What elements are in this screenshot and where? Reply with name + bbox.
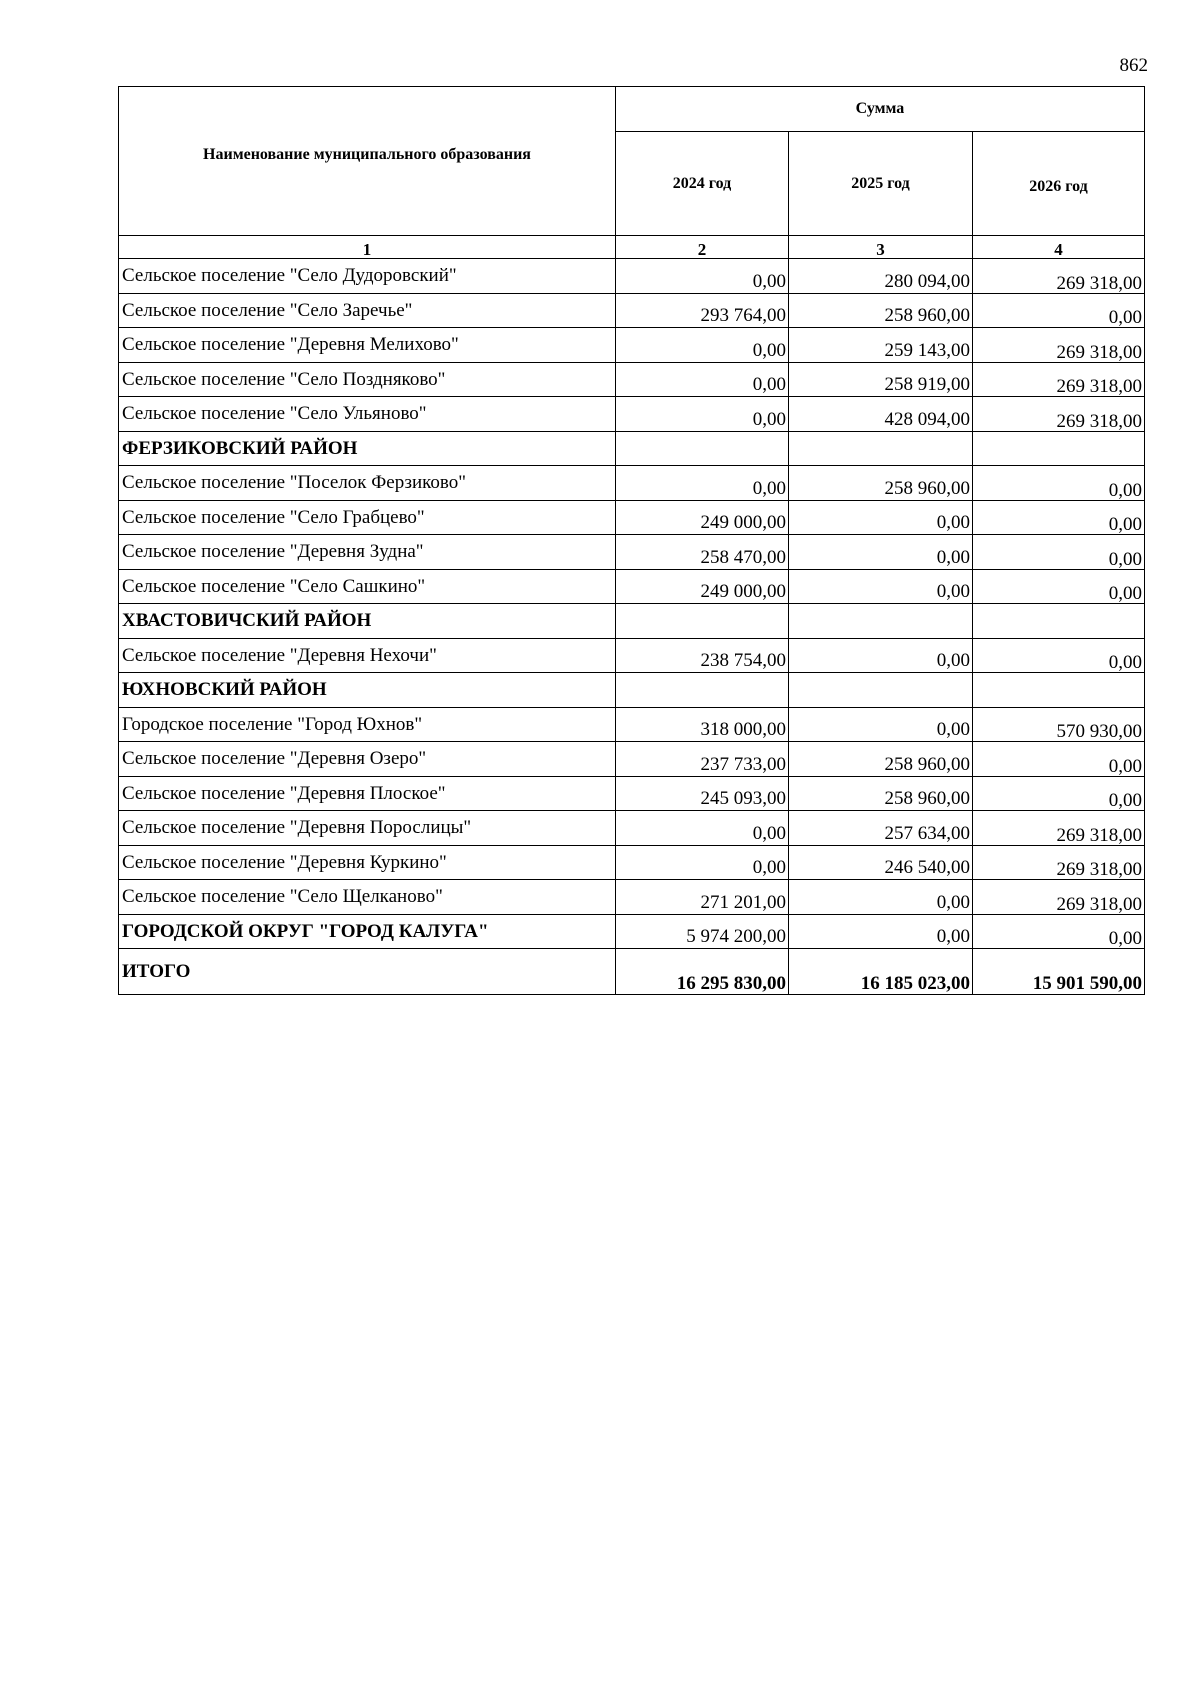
table-row [119,466,1145,501]
value-2025 [789,673,973,708]
value-2026: 0,00 [973,500,1145,535]
value-2024 [616,673,789,708]
value-2025: 246 540,00 [789,845,973,880]
value-2026: 0,00 [973,776,1145,811]
value-2025: 280 094,00 [789,259,973,294]
table-row [119,845,1145,880]
value-2025: 258 919,00 [789,362,973,397]
table-row [119,259,1145,294]
value-2024: 0,00 [616,397,789,432]
value-2025: 258 960,00 [789,776,973,811]
table-row [119,569,1145,604]
value-2026: 0,00 [973,569,1145,604]
value-2026 [973,431,1145,466]
value-2024: 249 000,00 [616,569,789,604]
section-row [119,431,1145,466]
municipality-name: Сельское поселение "Деревня Плоское" [119,776,616,811]
municipality-name: Сельское поселение "Деревня Мелихово" [119,328,616,363]
value-2025: 257 634,00 [789,811,973,846]
value-2024: 318 000,00 [616,707,789,742]
table-row [119,776,1145,811]
header-year-2026: 2026 год [973,132,1145,236]
value-2025: 0,00 [789,914,973,949]
header-sum: Сумма [616,87,1145,132]
value-2025 [789,604,973,639]
value-2025 [789,431,973,466]
table-row [119,293,1145,328]
value-2024: 271 201,00 [616,880,789,915]
value-2025: 258 960,00 [789,742,973,777]
municipality-name: Сельское поселение "Село Грабцево" [119,500,616,535]
value-2025: 428 094,00 [789,397,973,432]
value-2024: 0,00 [616,811,789,846]
value-2025: 259 143,00 [789,328,973,363]
municipality-name: Сельское поселение "Деревня Зудна" [119,535,616,570]
table-row [119,362,1145,397]
municipality-name: Сельское поселение "Село Дудоровский" [119,259,616,294]
municipality-name: Сельское поселение "Деревня Порослицы" [119,811,616,846]
value-2026: 0,00 [973,293,1145,328]
value-2025: 0,00 [789,880,973,915]
section-title: ФЕРЗИКОВСКИЙ РАЙОН [119,431,616,466]
value-2026: 570 930,00 [973,707,1145,742]
value-2024: 0,00 [616,466,789,501]
value-2026: 0,00 [973,466,1145,501]
column-number: 2 [616,236,789,259]
total-row [119,949,1145,995]
value-2026 [973,604,1145,639]
value-2024: 238 754,00 [616,638,789,673]
total-label: ИТОГО [119,949,616,995]
column-number-row [119,236,1145,259]
section-title: ЮХНОВСКИЙ РАЙОН [119,673,616,708]
value-2026: 0,00 [973,914,1145,949]
table-row [119,500,1145,535]
value-2026: 0,00 [973,742,1145,777]
value-2024: 0,00 [616,259,789,294]
value-2024: 258 470,00 [616,535,789,570]
table-row [119,880,1145,915]
value-2024: 0,00 [616,845,789,880]
value-2026: 269 318,00 [973,328,1145,363]
table-row [119,328,1145,363]
value-2025: 0,00 [789,638,973,673]
municipality-name: Городское поселение "Город Юхнов" [119,707,616,742]
value-2026: 269 318,00 [973,811,1145,846]
table-row [119,397,1145,432]
municipality-name: Сельское поселение "Деревня Нехочи" [119,638,616,673]
table-row [119,707,1145,742]
value-2026: 0,00 [973,638,1145,673]
value-2024 [616,431,789,466]
page-number: 862 [1119,55,1148,76]
total-2026: 15 901 590,00 [973,949,1145,995]
municipality-name: Сельское поселение "Деревня Озеро" [119,742,616,777]
value-2025: 0,00 [789,535,973,570]
table-row [119,638,1145,673]
value-2026 [973,673,1145,708]
column-number: 3 [789,236,973,259]
value-2024 [616,604,789,639]
value-2024: 0,00 [616,362,789,397]
header-year-2024: 2024 год [616,132,789,236]
table-row [119,742,1145,777]
column-number: 1 [119,236,616,259]
value-2024: 293 764,00 [616,293,789,328]
value-2026: 269 318,00 [973,880,1145,915]
section-title: ГОРОДСКОЙ ОКРУГ "ГОРОД КАЛУГА" [119,914,616,949]
value-2025: 0,00 [789,569,973,604]
value-2026: 269 318,00 [973,397,1145,432]
section-row [119,673,1145,708]
value-2024: 5 974 200,00 [616,914,789,949]
value-2025: 0,00 [789,707,973,742]
section-row [119,914,1145,949]
section-row [119,604,1145,639]
value-2026: 269 318,00 [973,845,1145,880]
municipality-name: Сельское поселение "Село Поздняково" [119,362,616,397]
value-2025: 258 960,00 [789,293,973,328]
value-2024: 249 000,00 [616,500,789,535]
total-2025: 16 185 023,00 [789,949,973,995]
column-number: 4 [973,236,1145,259]
municipality-name: Сельское поселение "Поселок Ферзиково" [119,466,616,501]
municipality-name: Сельское поселение "Село Щелканово" [119,880,616,915]
value-2024: 237 733,00 [616,742,789,777]
value-2026: 0,00 [973,535,1145,570]
municipality-name: Сельское поселение "Село Заречье" [119,293,616,328]
value-2026: 269 318,00 [973,362,1145,397]
value-2025: 0,00 [789,500,973,535]
table-row [119,811,1145,846]
value-2026: 269 318,00 [973,259,1145,294]
municipality-name: Сельское поселение "Село Ульяново" [119,397,616,432]
allocation-table [118,86,1145,995]
value-2025: 258 960,00 [789,466,973,501]
municipality-name: Сельское поселение "Село Сашкино" [119,569,616,604]
municipality-name: Сельское поселение "Деревня Куркино" [119,845,616,880]
header-name-column: Наименование муниципального образования [119,87,616,236]
table-body [119,259,1145,949]
table-row [119,535,1145,570]
total-2024: 16 295 830,00 [616,949,789,995]
value-2024: 0,00 [616,328,789,363]
value-2024: 245 093,00 [616,776,789,811]
header-year-2025: 2025 год [789,132,973,236]
section-title: ХВАСТОВИЧСКИЙ РАЙОН [119,604,616,639]
